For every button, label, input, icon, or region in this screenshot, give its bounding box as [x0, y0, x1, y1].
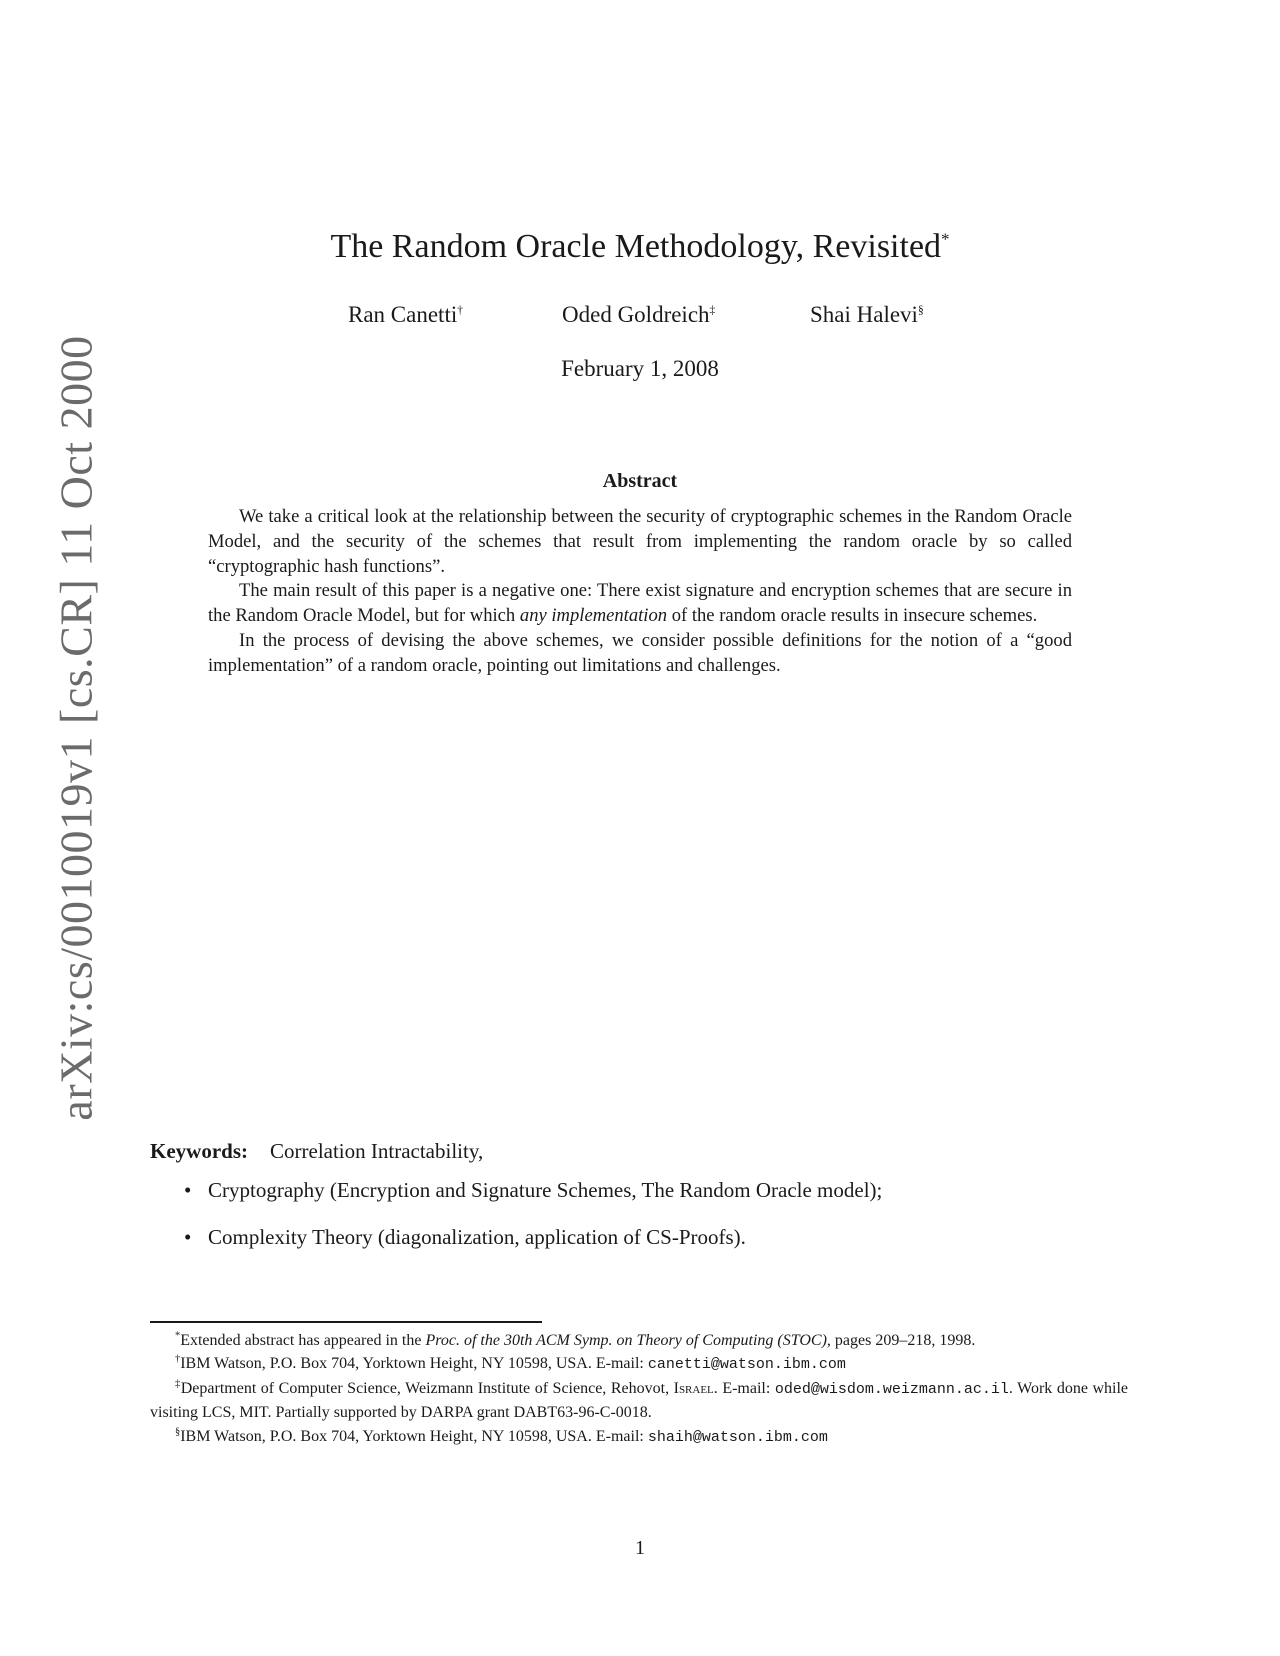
footnote-mark: ‡ [175, 1378, 181, 1390]
author-name: Ran Canetti [348, 302, 458, 327]
abstract-emphasis: any implementation [519, 605, 668, 627]
abstract-body [208, 505, 1072, 679]
paper-title [0, 228, 1280, 266]
footnote-text: . E-mail: [713, 1379, 775, 1397]
footnote-1 [150, 1329, 1128, 1352]
footnote-text: . Work done while visiting LCS, MIT. Partially supported by DARPA grant DABT63-96-C-0018. [150, 1379, 1129, 1422]
title-footnote-mark: * [941, 229, 950, 249]
bullet-icon: • [184, 1225, 192, 1249]
author-name: Oded Goldreich [562, 302, 710, 327]
footnote-venue: Proc. of the 30th ACM Symp. on Theory of Computing (STOC) [425, 1332, 827, 1349]
author-footnote-mark: † [457, 304, 463, 317]
abstract-text: of the random oracle results in insecure schemes. [667, 605, 1038, 627]
paper-date: February 1, 2008 [561, 356, 719, 381]
keywords-line [150, 1139, 483, 1164]
keyword-text: Complexity Theory (diagonalization, application of CS-Proofs). [208, 1225, 746, 1249]
footnote-text: IBM Watson, P.O. Box 704, Yorktown Height, NY 10598, USA. E-mail: [180, 1355, 648, 1373]
footnote-text: Department of Computer Science, Weizmann Institute of Science, Rehovot, [180, 1379, 674, 1397]
footnote-text: , pages 209–218, 1998. [826, 1332, 976, 1349]
list-item [150, 1225, 882, 1272]
author-footnote-mark: ‡ [709, 304, 716, 317]
abstract-text: The main result of this paper is a negative one: There exist signature and encryption schemes that are secure in the Random Oracle Model, but for which [208, 580, 1072, 627]
keywords-lead: Correlation Intractability, [270, 1139, 484, 1163]
title-text: The Random Oracle Methodology, Revisited [330, 228, 942, 265]
email-link[interactable]: shaih@watson.ibm.com [647, 1428, 828, 1446]
author-halevi [810, 302, 924, 328]
footnotes [150, 1329, 1128, 1449]
bullet-icon: • [184, 1178, 192, 1202]
footnote-4 [150, 1425, 1128, 1449]
author-footnote-mark: § [917, 304, 924, 317]
email-link[interactable]: canetti@watson.ibm.com [647, 1356, 846, 1374]
footnote-mark: † [175, 1354, 181, 1366]
author-canetti [348, 302, 463, 328]
keyword-text: Cryptography (Encryption and Signature Schemes, The Random Oracle model); [208, 1178, 883, 1202]
keywords-list [150, 1178, 882, 1272]
page-number: 1 [635, 1537, 645, 1559]
abstract-paragraph-3: In the process of devising the above schemes, we consider possible definitions for the notion of a “good implementation” of a random oracle, pointing out limitations and challenges. [208, 629, 1072, 676]
footnote-text: Extended abstract has appeared in the [180, 1332, 426, 1349]
keywords-label: Keywords: [150, 1139, 248, 1163]
footnote-mark: § [175, 1426, 181, 1438]
footnote-3 [150, 1377, 1128, 1425]
email-link[interactable]: oded@wisdom.weizmann.ac.il [774, 1380, 1009, 1398]
abstract-heading: Abstract [602, 470, 678, 492]
footnote-country: Israel [673, 1379, 714, 1397]
abstract-paragraph-1: We take a critical look at the relationship between the security of cryptographic schemes in the Random Oracle Model, and the security of the schemes that result from implementing the random oracle by so called “cryptographic hash functions”. [208, 506, 1072, 577]
footnote-text: IBM Watson, P.O. Box 704, Yorktown Height, NY 10598, USA. E-mail: [180, 1427, 648, 1445]
abstract-paragraph-2 [208, 579, 1072, 629]
author-name: Shai Halevi [810, 302, 918, 327]
author-goldreich [562, 302, 715, 328]
footnote-2 [150, 1352, 1128, 1376]
list-item [150, 1178, 882, 1225]
arxiv-sidebar-stamp: arXiv:cs/0010019v1 [cs.CR] 11 Oct 2000 [50, 335, 102, 1121]
footnote-mark: * [175, 1330, 181, 1342]
footnote-rule [150, 1321, 542, 1323]
